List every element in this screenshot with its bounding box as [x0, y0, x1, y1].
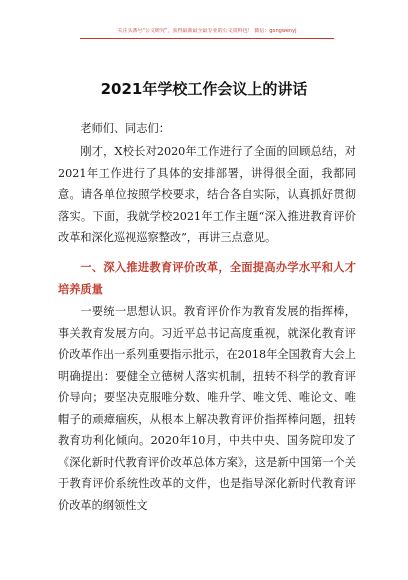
greeting: 老师们、同志们：	[80, 122, 170, 135]
header-divider	[80, 38, 334, 39]
header-banner: 关注头条号“公文研究”，获得最新最全最专业的公文资料包！ 微信：gongwenyj	[117, 28, 297, 34]
section-heading-1: 一、深入推进教育评价改革，全面提高办学水平和人才培养质量	[58, 261, 356, 296]
document-title: 2021年学校工作会议上的讲话	[100, 80, 308, 98]
paragraph-section-1: 一要统一思想认识。教育评价作为教育发展的指挥棒，事关教育发展方向。习近平总书记高度重视，就深化教育评价改革作出一系列重要指示批示，在2018年全国教育大会上明确提出：要健全立德树人落实机制，扭转不科学的教育评价导向；要坚决克服唯分数、唯升学、唯文凭、唯论文、唯帽子的顽瘴痼疾，从根本上解决教育评价指挥棒问题，扭转教育功利化倾向。2020年10月，中共中央、国务院印发了《深化新时代教育评价改革总体方案》，这是新中国第一个关于教育评价系统性改革的文件，也是指导深化新时代教育评价改革的纲领性文	[58, 305, 356, 512]
paragraph-intro: 刚才，X校长对2020年工作进行了全面的回顾总结，对2021年工作进行了具体的安排部署，讲得很全面，我都同意。请各单位按照学校要求，结合各自实际，认真抓好贯彻落实。下面，我就学校2021年工作主题“深入推进教育评价改革和深化巡视巡察整改”，再讲三点意见。	[58, 145, 356, 244]
